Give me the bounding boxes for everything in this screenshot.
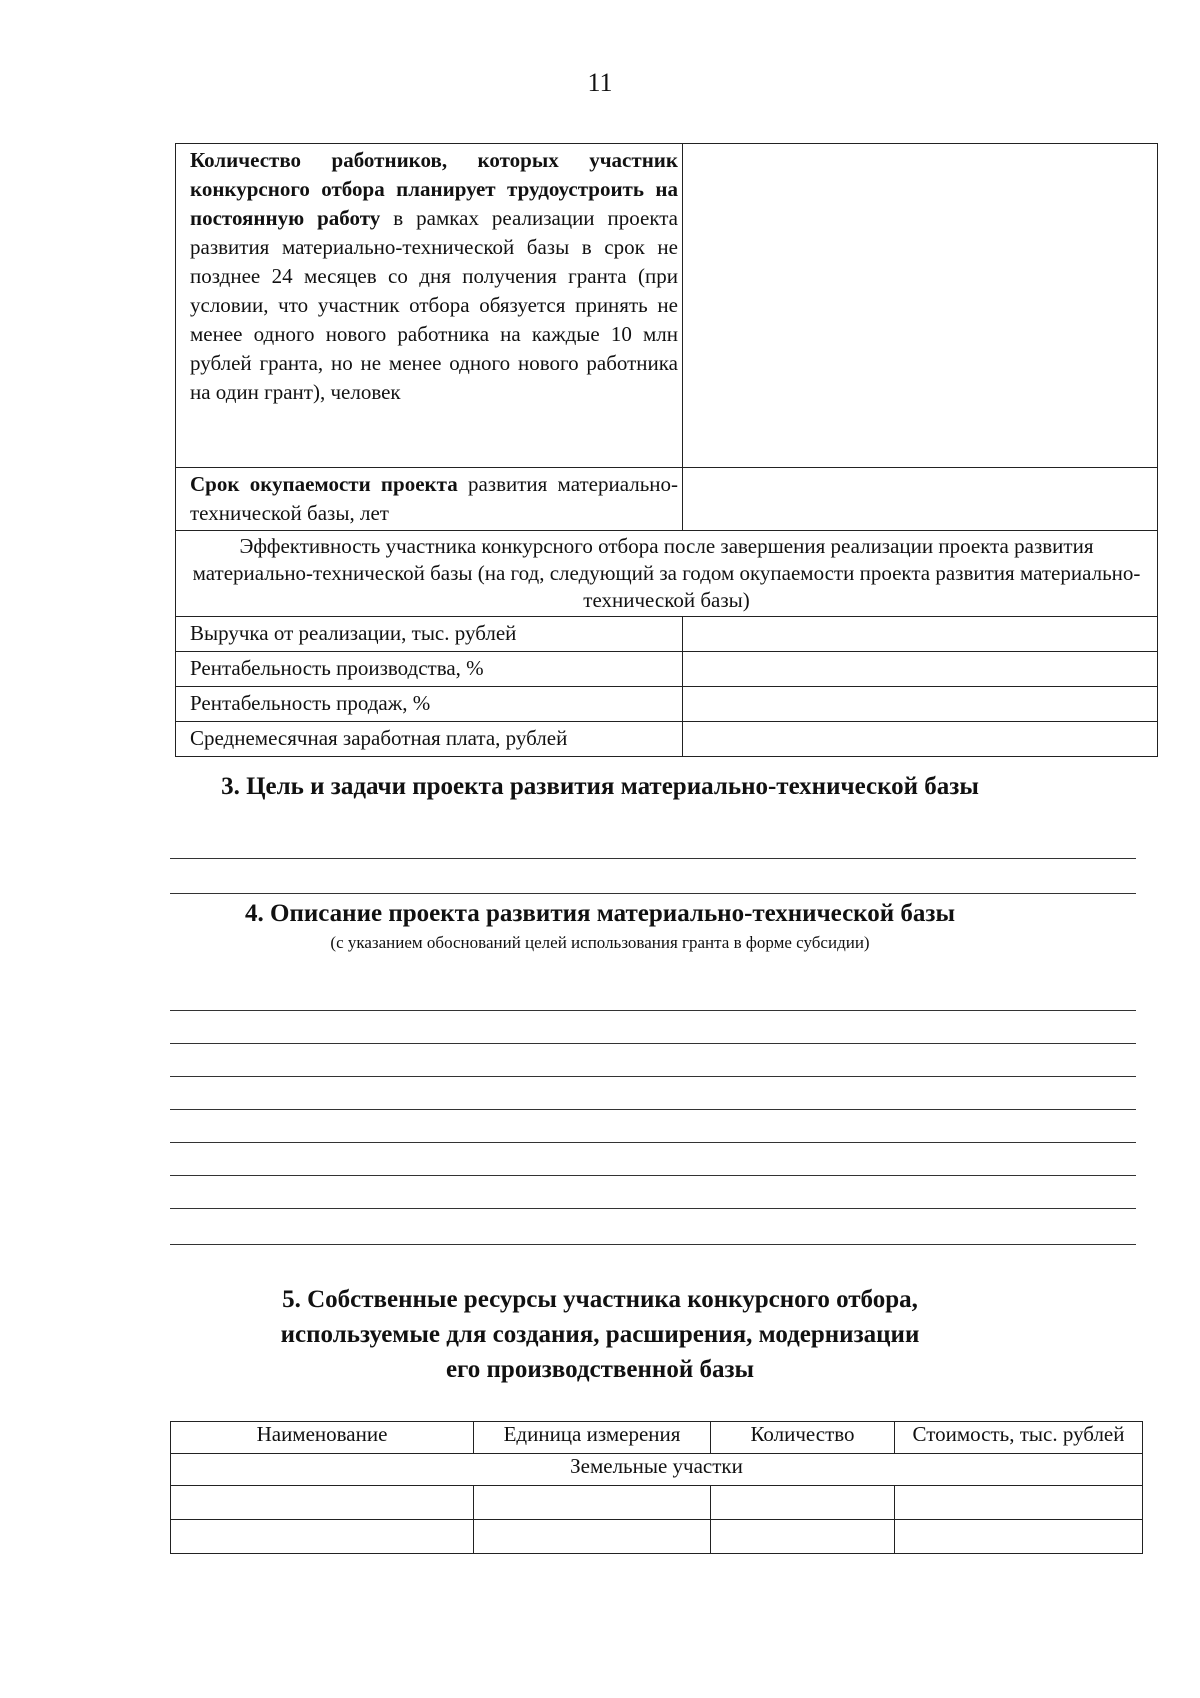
section4-title: 4. Описание проекта развития материально-технической базы (245, 900, 955, 927)
table-cell[interactable] (895, 1486, 1143, 1520)
column-header-name: Наименование (171, 1422, 474, 1454)
section4-answer-line[interactable] (170, 1043, 1136, 1044)
section5-title-line: используемые для создания, расширения, модернизации (280, 1321, 920, 1348)
workers-label-bold: Количество работников, которых участник конкурсного отбора планирует трудоустроить на постоянную работу (190, 148, 678, 230)
revenue-label-cell: Выручка от реализации, тыс. рублей (176, 617, 683, 652)
average-salary-value-cell[interactable] (683, 722, 1158, 757)
section4-answer-line[interactable] (170, 1244, 1136, 1245)
section5-title-line: его производственной базы (445, 1356, 755, 1383)
table-row (176, 652, 1158, 687)
efficiency-header-cell: Эффективность участника конкурсного отбора после завершения реализации проекта развития материально-технической базы (на год, следующий за годом окупаемости проекта развития материально-технической базы) (176, 531, 1158, 617)
average-salary-label-cell: Среднемесячная заработная плата, рублей (176, 722, 683, 757)
workers-label-cell (176, 144, 683, 468)
production-profitability-label-cell: Рентабельность производства, % (176, 652, 683, 687)
section3-answer-line[interactable] (170, 893, 1136, 894)
section4-answer-line[interactable] (170, 1142, 1136, 1143)
section4-subtitle: (с указанием обоснований целей использования гранта в форме субсидии) (330, 933, 870, 952)
section4-answer-line[interactable] (170, 1208, 1136, 1209)
table-row (176, 722, 1158, 757)
section4-answer-line[interactable] (170, 1076, 1136, 1077)
sales-profitability-label-cell: Рентабельность продаж, % (176, 687, 683, 722)
table-row (176, 617, 1158, 652)
section3-title: 3. Цель и задачи проекта развития материально-технической базы (221, 773, 979, 800)
column-header-quantity: Количество (711, 1422, 895, 1454)
table-cell[interactable] (171, 1486, 474, 1520)
payback-label-bold: Срок окупаемости проекта (190, 472, 458, 496)
table-cell[interactable] (171, 1520, 474, 1554)
table-cell[interactable] (474, 1520, 711, 1554)
group-land-plots: Земельные участки (171, 1454, 1143, 1486)
resources-table (170, 1421, 1143, 1554)
workers-label-text: в рамках реализации проекта развития материально-технической базы в срок не позднее 24 месяцев со дня получения гранта (при условии, что участник отбора обязуется принять не менее одного нового работника на каждые 10 млн рублей гранта, но не менее одного нового работника на один грант), человек (190, 206, 679, 404)
payback-value-cell[interactable] (683, 468, 1158, 531)
column-header-unit: Единица измерения (474, 1422, 711, 1454)
section5-title (0, 1282, 1200, 1387)
section4-answer-line[interactable] (170, 1175, 1136, 1176)
table-cell[interactable] (711, 1520, 895, 1554)
sales-profitability-value-cell[interactable] (683, 687, 1158, 722)
revenue-value-cell[interactable] (683, 617, 1158, 652)
page-number: 11 (587, 68, 613, 97)
section3-answer-line[interactable] (170, 858, 1136, 859)
section5-title-line: 5. Собственные ресурсы участника конкурсного отбора, (282, 1286, 918, 1313)
workers-value-cell[interactable] (683, 144, 1158, 468)
table-row (171, 1520, 1143, 1554)
table-cell[interactable] (474, 1486, 711, 1520)
payback-label-cell (176, 468, 683, 531)
table-cell[interactable] (895, 1520, 1143, 1554)
section4-answer-line[interactable] (170, 1010, 1136, 1011)
section4-answer-line[interactable] (170, 1109, 1136, 1110)
payback-label-text: развития материально-технической базы, лет (190, 472, 678, 525)
table-group-row (171, 1454, 1143, 1486)
production-profitability-value-cell[interactable] (683, 652, 1158, 687)
table-row (176, 531, 1158, 617)
table-header-row (171, 1422, 1143, 1454)
table-row (176, 468, 1158, 531)
column-header-cost: Стоимость, тыс. рублей (895, 1422, 1143, 1454)
table-row (171, 1486, 1143, 1520)
indicators-table (175, 143, 1158, 757)
table-row (176, 144, 1158, 468)
table-row (176, 687, 1158, 722)
table-cell[interactable] (711, 1486, 895, 1520)
